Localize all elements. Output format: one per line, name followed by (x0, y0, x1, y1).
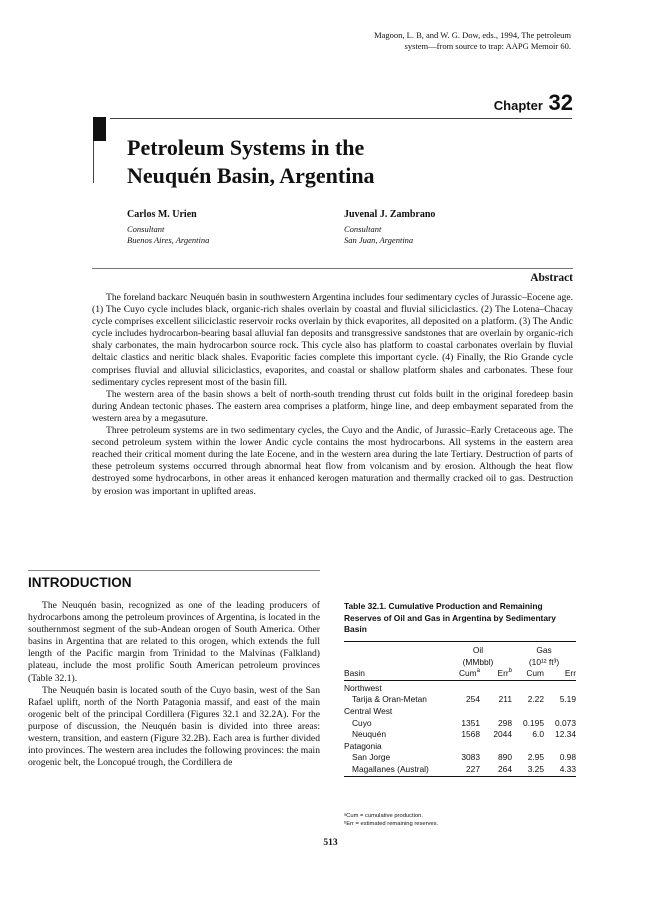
introduction-rule (28, 570, 320, 571)
region-label: Central West (344, 705, 393, 716)
region-row (344, 741, 576, 753)
cell-oil-err: 264 (498, 763, 512, 774)
production-table (344, 641, 576, 777)
header-rule (110, 118, 572, 119)
cell-gas-err: 12.34 (555, 729, 576, 740)
table-row (344, 752, 576, 764)
title-side-rule (93, 141, 94, 183)
footnote-a: ᵃCum = cumulative production. (344, 813, 424, 819)
introduction-heading: INTRODUCTION (28, 575, 132, 590)
author-name: Juvenal J. Zambrano (344, 209, 436, 220)
cell-gas-err: 0.98 (559, 752, 576, 763)
cell-basin: Cuyo (352, 717, 372, 728)
cell-oil-err: 2044 (493, 729, 512, 740)
cell-gas-cum: 6.0 (532, 729, 544, 740)
author-1 (127, 209, 209, 246)
cell-oil-cum: 227 (466, 763, 480, 774)
column-oil-err: Err$^b$ (497, 668, 512, 679)
cell-gas-err: 0.073 (555, 717, 576, 728)
title-line-2: Neuquén Basin, Argentina (127, 163, 375, 188)
column-basin: Basin (344, 668, 365, 679)
cell-gas-err: 5.19 (559, 694, 576, 705)
cell-basin: Magallanes (Austral) (352, 763, 429, 774)
chapter-marker (93, 117, 106, 141)
cell-oil-err: 298 (498, 717, 512, 728)
cell-oil-cum: 1351 (461, 717, 480, 728)
author-name: Carlos M. Urien (127, 209, 197, 220)
region-row (344, 706, 576, 718)
introduction-body (28, 600, 320, 769)
gas-header: Gas (536, 645, 552, 655)
author-location: San Juan, Argentina (344, 235, 414, 245)
table-footnotes (344, 812, 576, 828)
introduction-paragraph-2: The Neuquén basin is located south of the Cuyo basin, west of the San Rafael uplift, north of the North Patagonia massif, and east of the main orogenic belt of the principal Cordillera (Figures 32.1 and 32.2A). For the purpose of discussion, the Neuquén basin is divided into three areas: western, transition, and eastern (Figure 32.2B). Each area is further divided into provinces. The western area includes the following provinces: the main orogenic belt, the Loncopué trough, the Cordillera de (28, 684, 320, 769)
citation-line-2: system—from source to trap: AAPG Memoir 60. (404, 41, 571, 51)
abstract-paragraph-1: The foreland backarc Neuquén basin in southwestern Argentina includes four sedimentary cycles of Jurassic–Eocene age. (1) The Cuyo cycle includes black, organic-rich shales overlain by coastal and fluvial siliciclastics. (2) The Lotena–Chacay cycle comprises excellent siliciclastic reservoir rocks overlain by thick evaporites, all deposited on a platform. (3) The Andic cycle includes hydrocarbon-bearing basal alluvial fan deposits and transgressive sandstones that are overlain by organic-rich shaly carbonates, the main hydrocarbon source rock. This cycle also has platform to coastal carbonates overlain by fluvial deltaic clastics and neritic black shales. Evaporitic facies complete this important cycle. (4) Finally, the Rio Grande cycle comprises fluvial and alluvial siliciclastics, evaporites, and coastal or shallow platform shales and carbonates. These four sedimentary cycles represent most of the basin fill. (92, 292, 573, 388)
cell-gas-cum: 2.95 (527, 752, 544, 763)
abstract-paragraph-3: Three petroleum systems are in two sedimentary cycles, the Cuyo and the Andic, of Jurassic–Early Cretaceous age. The second petroleum system within the lower Andic cycle contains the most hydrocarbons. All systems in the eastern area reached their critical moment during the late Eocene, and in the western area during the late Tertiary. Destruction of parts of these petroleum systems occurred through abnormal heat flow from volcanism and by erosion. Although the heat flow destroyed some hydrocarbons, in other areas it enhanced kerogen maturation and thermally cracked oil to gas. Destruction by erosion was important in uplifted areas. (92, 425, 573, 497)
cell-basin: Tarija & Oran-Metan (352, 694, 427, 705)
article-title (127, 134, 487, 190)
cell-oil-cum: 254 (466, 694, 480, 705)
oil-unit: (MMbbl) (462, 656, 494, 667)
region-label: Northwest (344, 682, 382, 693)
oil-header: Oil (472, 645, 484, 655)
chapter-label (494, 90, 573, 116)
region-row (344, 680, 576, 694)
abstract-heading: Abstract (530, 272, 573, 284)
citation-line-1: Magoon, L. B, and W. G. Dow, eds., 1994, The petroleum (374, 30, 571, 40)
introduction-paragraph-1: The Neuquén basin, recognized as one of the leading producers of hydrocarbons among the petroleum provinces of Argentina, is located in the southernmost segment of the sub-Andean orogen of South America. Other basins in Argentina that are related to this orogen, which extends the full length of the Pacific margin from Trinidad to the Malvinas (Falkland) plateau, include the most prolific South American petroleum provinces (Table 32.1). (28, 600, 320, 684)
chapter-word: Chapter (493, 98, 543, 113)
author-role: Consultant (344, 224, 382, 234)
column-oil-cum: Cum$^a$ (458, 668, 480, 679)
cell-oil-cum: 3083 (461, 752, 480, 763)
page-number: 513 (323, 838, 338, 848)
citation (251, 30, 571, 52)
cell-basin: San Jorge (352, 752, 391, 763)
footnote-b: ᵇErr = estimated remaining reserves. (344, 821, 439, 827)
title-line-1: Petroleum Systems in the (127, 135, 365, 160)
cell-gas-err: 4.33 (559, 763, 576, 774)
chapter-number: 32 (548, 90, 573, 115)
author-2 (344, 209, 435, 246)
cell-oil-cum: 1568 (461, 729, 480, 740)
author-location: Buenos Aires, Argentina (127, 235, 210, 245)
cell-basin: Neuquén (352, 729, 386, 740)
region-label: Patagonia (344, 740, 382, 751)
author-role: Consultant (127, 224, 165, 234)
abstract-paragraph-2: The western area of the basin shows a belt of north-south trending thrust cut folds built in the original foredeep basin during Andean tectonic phases. The eastern area comprises a platform, hinge line, and deep embayment separated from the western area by a megasuture. (92, 388, 573, 424)
table-row (344, 694, 576, 706)
cell-gas-cum: 2.22 (527, 694, 544, 705)
abstract-body (92, 292, 573, 498)
table-caption: Table 32.1. Cumulative Production and Remaining Reserves of Oil and Gas in Argentina by Sedimentary Basin (344, 601, 556, 634)
cell-gas-cum: 3.25 (527, 763, 544, 774)
cell-gas-cum: 0.195 (523, 717, 544, 728)
table-row (344, 764, 576, 776)
column-gas-err: Err (564, 668, 576, 679)
table-row (344, 718, 576, 730)
cell-oil-err: 890 (498, 752, 512, 763)
gas-unit: (10¹² ft³) (528, 656, 560, 667)
cell-oil-err: 211 (498, 694, 512, 705)
abstract-rule (92, 268, 573, 269)
column-gas-cum: Cum (526, 668, 544, 679)
table-row (344, 729, 576, 741)
